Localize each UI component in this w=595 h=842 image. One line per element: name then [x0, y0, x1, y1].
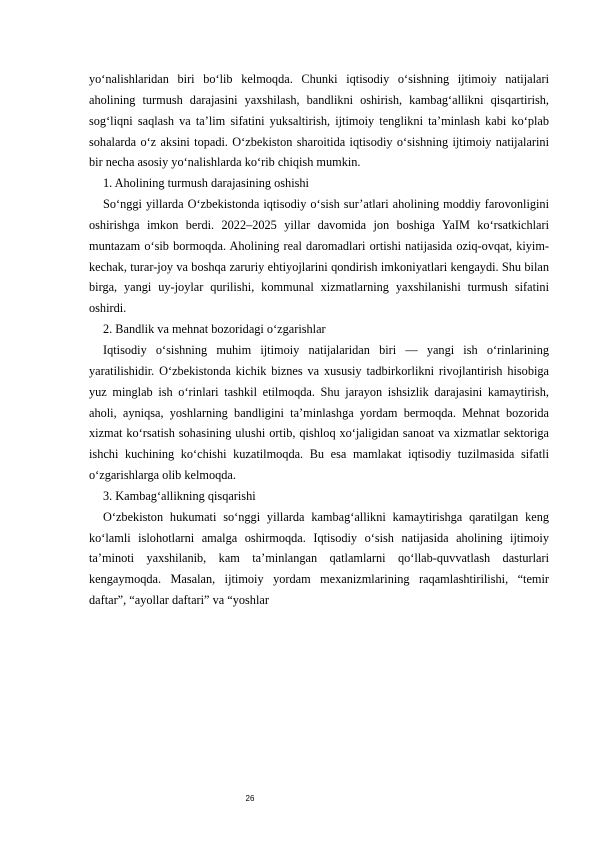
document-body: [89, 69, 549, 611]
section-heading-employment: 2. Bandlik va mehnat bozoridagi o‘zgarishlar: [103, 322, 326, 337]
page-number: 26: [245, 794, 255, 803]
paragraph-employment: Iqtisodiy o‘sishning muhim ijtimoiy natijalaridan biri — yangi ish o‘rinlarining yaratilishidir. O‘zbekistonda kichik biznes va xususiy tadbirkorlikni rivojlantirish hisobiga yuz minglab ish o‘rinlari tashkil etilmoqda. Shu jarayon ishsizlik darajasini kamaytirish, aholi, ayniqsa, yoshlarning bandligini ta’minlashga yordam bermoqda. Mehnat bozorida xizmat ko‘rsatish sohasining ulushi ortib, qishloq xo‘jaligidan sanoat va xizmatlar sektoriga ishchi kuchining ko‘chishi kuzatilmoqda. Bu esa mamlakat iqtisodiy tuzilmasida sifatli o‘zgarishlarga olib kelmoqda.: [89, 342, 549, 483]
paragraph-poverty: O‘zbekiston hukumati so‘nggi yillarda kambag‘allikni kamaytirishga qaratilgan keng ko‘lamli islohotlarni amalga oshirmoqda. Iqtisodiy o‘sish natijasida aholining ijtimoiy ta’minoti yaxshilanib, kam ta’minlangan qatlamlarni qo‘llab-quvvatlash dasturlari kengaymoqda. Masalan, ijtimoiy yordam mexanizmlarining raqamlashtirilishi, “temir daftar”, “ayollar daftari” va “yoshlar: [89, 509, 549, 608]
section-heading-poverty: 3. Kambag‘allikning qisqarishi: [103, 488, 256, 503]
section-heading-living-standards: 1. Aholining turmush darajasining oshishi: [103, 176, 309, 191]
paragraph-living-standards: So‘nggi yillarda O‘zbekistonda iqtisodiy o‘sish sur’atlari aholining moddiy farovonligini oshirishga imkon berdi. 2022–2025 yillar davomida jon boshiga YaIM ko‘rsatkichlari muntazam o‘sib bormoqda. Aholining real daromadlari ortishi natijasida oziq-ovqat, kiyim-kechak, turar-joy va boshqa zaruriy ehtiyojlarini qondirish imkoniyatlari kengaydi. Shu bilan birga, yangi uy-joylar qurilishi, kommunal xizmatlarning yaxshilanishi turmush sifatini oshirdi.: [89, 197, 549, 316]
paragraph-intro: yo‘nalishlaridan biri bo‘lib kelmoqda. Chunki iqtisodiy o‘sishning ijtimoiy natijalari aholining turmush darajasini yaxshilash, bandlikni oshirish, kambag‘allikni qisqartirish, sog‘liqni saqlash va ta’lim sifatini yuksaltirish, ijtimoiy tenglikni ta’minlash kabi ko‘plab sohalarda o‘z aksini topadi. O‘zbekiston sharoitida iqtisodiy o‘sishning ijtimoiy natijalarini bir necha asosiy yo‘nalishlarda ko‘rib chiqish mumkin.: [89, 72, 549, 170]
